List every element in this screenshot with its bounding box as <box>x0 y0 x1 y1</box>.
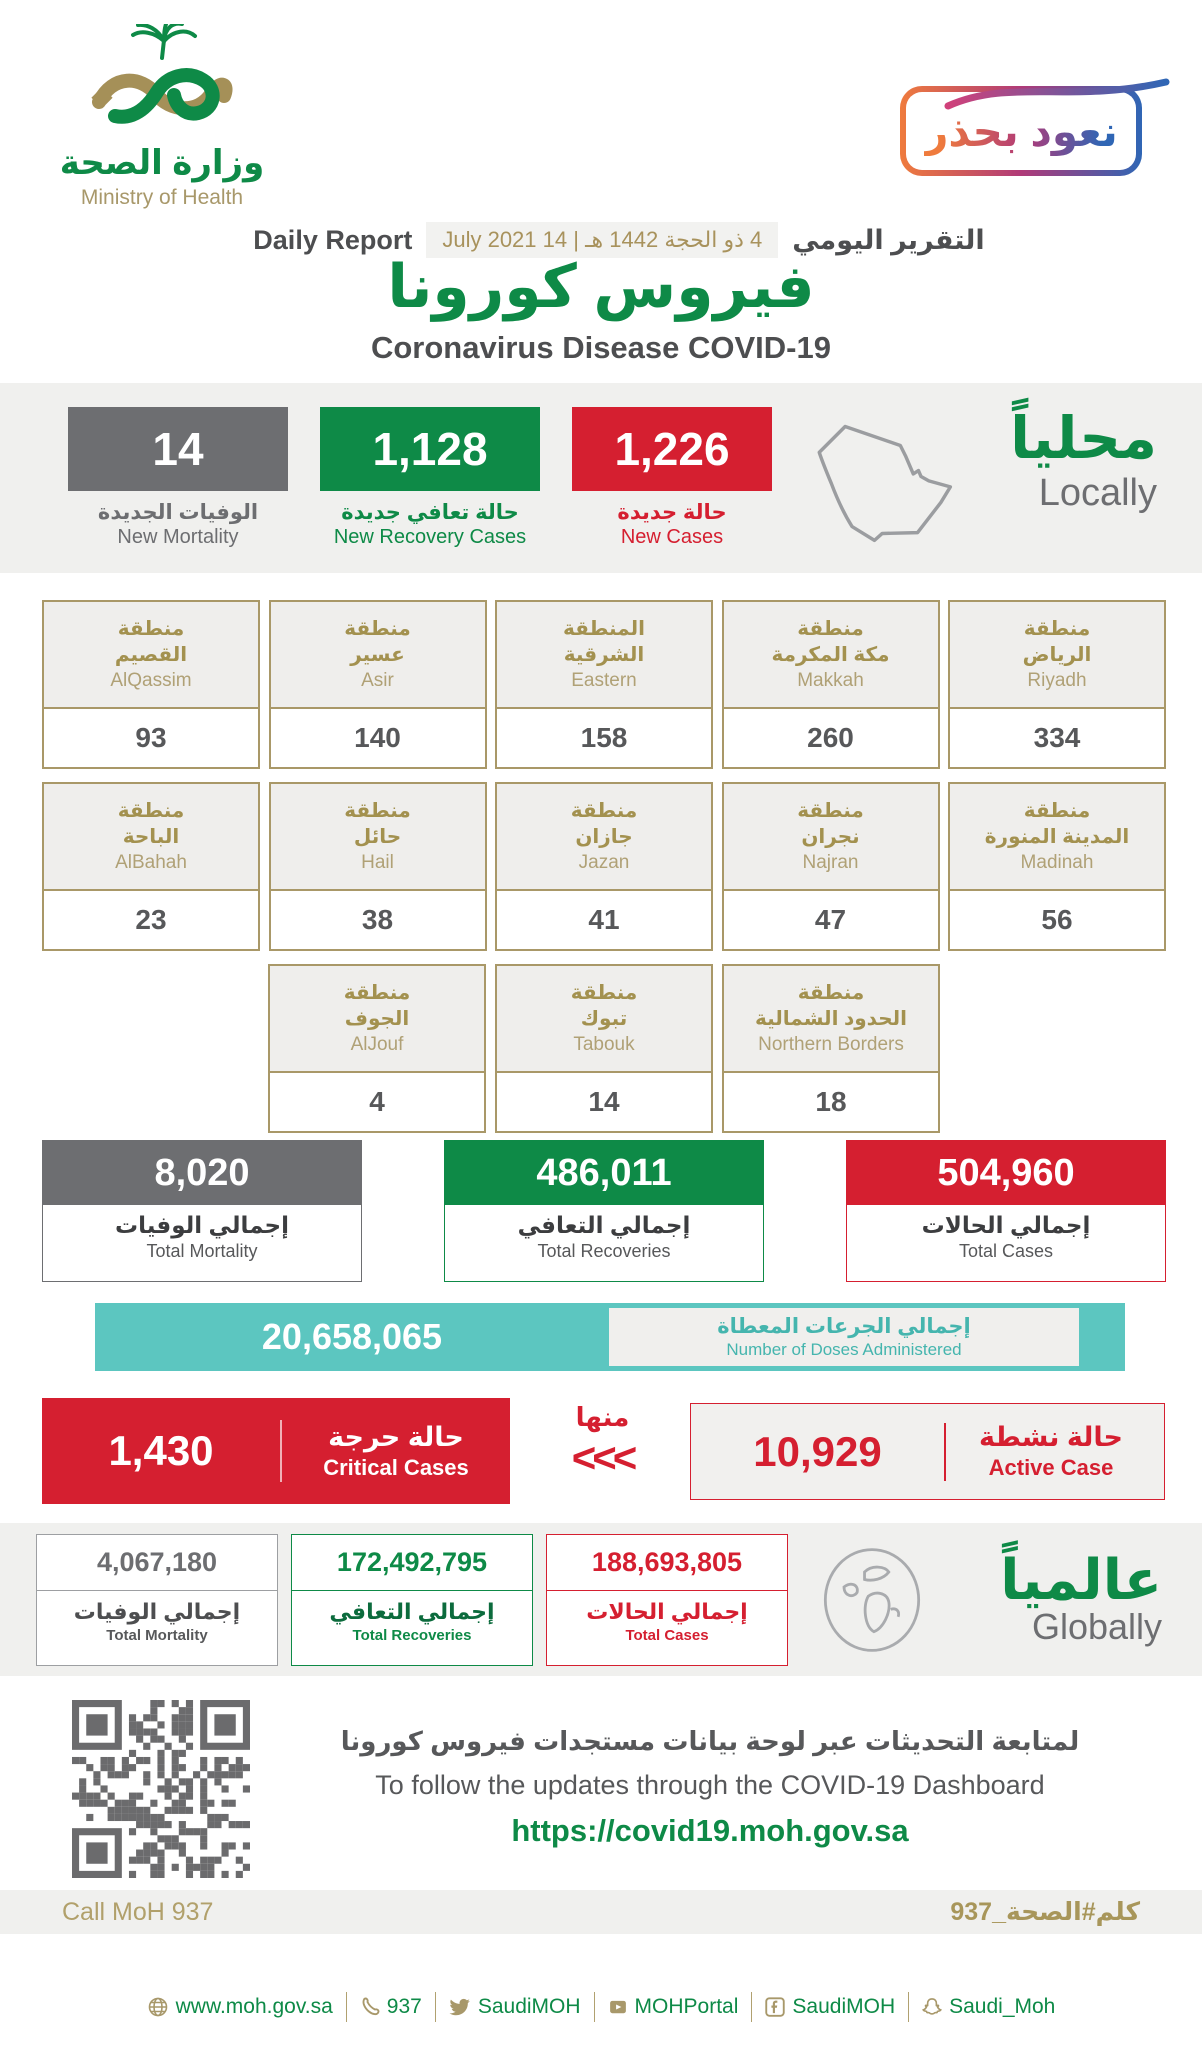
call-moh-hashtag-ar: كلم#الصحة_937 <box>950 1898 1140 1926</box>
region-card-eastern <box>495 600 713 769</box>
page-title-arabic: فيروس كورونا <box>387 253 815 320</box>
new-mortality-label-ar: الوفيات الجديدة <box>97 501 259 524</box>
doses-label-ar: إجمالي الجرعات المعطاة <box>717 1315 971 1338</box>
footer-website-link[interactable] <box>147 1995 333 2019</box>
ministry-name-english: Ministry of Health <box>80 186 244 209</box>
region-en: AlJouf <box>350 1033 404 1055</box>
ministry-name-arabic: وزارة الصحة <box>59 144 265 182</box>
locally-label-en: Locally <box>1038 471 1157 514</box>
global-mortality-value: 4,067,180 <box>37 1535 277 1591</box>
badge-label: نعود بحذر <box>924 107 1118 155</box>
region-en: Tabouk <box>573 1033 635 1055</box>
global-mortality-label-en: Total Mortality <box>106 1626 208 1644</box>
global-recoveries-value: 172,492,795 <box>292 1535 532 1591</box>
region-value: 23 <box>44 889 258 949</box>
footer-snapchat-text: Saudi_Moh <box>949 1995 1056 2018</box>
region-en: Madinah <box>1020 851 1094 873</box>
region-card-hail <box>269 782 487 951</box>
total-recoveries-card <box>444 1140 764 1282</box>
region-value: 56 <box>950 889 1164 949</box>
new-cases-label-en: New Cases <box>620 526 724 548</box>
region-ar-line2: القصيم <box>114 643 188 666</box>
global-cases-label-ar: إجمالي الحالات <box>586 1598 748 1624</box>
footer-separator <box>751 1992 752 2022</box>
dashboard-info <box>270 1726 1150 1849</box>
new-recoveries-stat <box>320 407 540 549</box>
local-totals-row <box>42 1140 1166 1282</box>
region-card-asir <box>269 600 487 769</box>
region-value: 38 <box>271 889 485 949</box>
dashboard-text-ar: لمتابعة التحديثات عبر لوحة بيانات مستجدات فيروس كورونا <box>340 1726 1080 1756</box>
global-recoveries-label-en: Total Recoveries <box>352 1626 472 1644</box>
new-recoveries-label-ar: حالة تعافي جديدة <box>341 501 519 524</box>
region-ar-line1: منطقة <box>343 981 411 1004</box>
region-ar-line1: المنطقة <box>563 617 645 640</box>
region-card-northern-borders <box>722 964 940 1133</box>
region-ar-line2: الرياض <box>1022 643 1092 666</box>
region-row-3 <box>42 964 1166 1133</box>
region-en: Makkah <box>797 669 864 691</box>
total-cases-label-ar: إجمالي الحالات <box>921 1212 1091 1238</box>
region-value: 4 <box>270 1071 484 1131</box>
doses-administered-bar <box>95 1303 1125 1371</box>
of-which-label: منها <box>575 1402 630 1432</box>
region-ar-line1: منطقة <box>797 617 864 640</box>
global-recoveries-label-ar: إجمالي التعافي <box>329 1598 495 1624</box>
region-ar-line1: منطقة <box>797 981 865 1004</box>
region-en: Northern Borders <box>758 1033 904 1055</box>
region-en: AlQassim <box>110 669 192 691</box>
region-ar-line2: نجران <box>801 825 860 848</box>
region-value: 14 <box>497 1071 711 1131</box>
region-ar-line1: منطقة <box>570 799 638 822</box>
region-en: Najran <box>802 851 859 873</box>
region-value: 158 <box>497 707 711 767</box>
region-value: 93 <box>44 707 258 767</box>
twitter-icon <box>449 1997 471 2017</box>
saudi-arabia-map-icon <box>798 411 963 549</box>
region-ar-line1: منطقة <box>344 799 411 822</box>
region-ar-line2: عسير <box>350 643 405 666</box>
region-value: 334 <box>950 707 1164 767</box>
region-card-alqassim <box>42 600 260 769</box>
total-mortality-card <box>42 1140 362 1282</box>
facebook-icon <box>765 1997 785 2017</box>
return-with-caution-badge <box>900 86 1142 176</box>
new-recoveries-label-en: New Recovery Cases <box>333 526 527 548</box>
new-mortality-stat <box>68 407 288 549</box>
youtube-icon <box>608 1998 628 2016</box>
moh-palm-logo-icon <box>77 24 247 136</box>
region-card-makkah <box>722 600 940 769</box>
active-cases-value: 10,929 <box>753 1427 882 1475</box>
footer-website-text: www.moh.gov.sa <box>175 1995 333 2018</box>
moh-logo <box>42 24 282 210</box>
region-row-1 <box>42 600 1166 769</box>
footer-contact-links <box>0 1992 1202 2022</box>
region-ar-line1: منطقة <box>344 617 411 640</box>
region-ar-line1: منطقة <box>1023 799 1091 822</box>
active-cases-box <box>690 1403 1165 1500</box>
total-cases-value: 504,960 <box>847 1141 1165 1205</box>
locally-section-heading <box>963 407 1157 515</box>
footer-snapchat-link[interactable] <box>922 1995 1055 2019</box>
globe-icon <box>147 1996 169 2018</box>
region-ar-line2: تبوك <box>580 1007 628 1030</box>
footer-twitter-link[interactable] <box>449 1995 581 2019</box>
footer-twitter-text: SaudiMOH <box>477 1995 581 2018</box>
critical-active-row <box>0 1398 1202 1508</box>
region-ar-line2: الحدود الشمالية <box>754 1007 908 1030</box>
daily-report-label-en: Daily Report <box>253 224 413 255</box>
new-mortality-value: 14 <box>68 407 288 491</box>
doses-label-en: Number of Doses Administered <box>726 1340 962 1359</box>
call-moh-label-en: Call MoH 937 <box>62 1897 214 1926</box>
footer-separator <box>594 1992 595 2022</box>
new-cases-label-ar: حالة جديدة <box>617 501 727 524</box>
critical-cases-labels <box>282 1422 510 1481</box>
region-value: 140 <box>271 707 485 767</box>
region-card-madinah <box>948 782 1166 951</box>
global-stats-band <box>0 1523 1202 1676</box>
footer-facebook-text: SaudiMOH <box>792 1995 896 2018</box>
region-ar-line2: جازان <box>575 825 633 848</box>
critical-cases-value: 1,430 <box>108 1427 214 1474</box>
region-en: AlBahah <box>115 851 187 873</box>
qr-code <box>72 1700 250 1878</box>
total-cases-card <box>846 1140 1166 1282</box>
footer-facebook-link[interactable] <box>765 1995 895 2019</box>
region-card-aljouf <box>268 964 486 1133</box>
region-card-jazan <box>495 782 713 951</box>
region-ar-line1: منطقة <box>117 799 185 822</box>
region-ar-line1: منطقة <box>570 981 638 1004</box>
global-cases-label-en: Total Cases <box>625 1626 709 1644</box>
call-moh-bar <box>0 1890 1202 1934</box>
region-card-najran <box>722 782 940 951</box>
critical-cases-box <box>42 1398 510 1504</box>
region-ar-line2: الباحة <box>122 825 180 848</box>
footer-phone-link[interactable] <box>360 1995 422 2019</box>
critical-label-en: Critical Cases <box>323 1454 469 1480</box>
region-ar-line1: منطقة <box>797 799 864 822</box>
region-card-albahah <box>42 782 260 951</box>
footer-youtube-text: MOHPortal <box>634 1995 739 2018</box>
total-recoveries-label-ar: إجمالي التعافي <box>517 1212 691 1238</box>
footer-phone-text: 937 <box>386 1995 422 2018</box>
region-ar-line2: المدينة المنورة <box>984 825 1130 848</box>
region-ar-line2: الجوف <box>344 1007 410 1030</box>
new-recoveries-value: 1,128 <box>320 407 540 491</box>
region-card-tabouk <box>495 964 713 1133</box>
globally-section-heading <box>928 1547 1162 1648</box>
report-date: 4 ذو الحجة 1442 هـ | 14 July 2021 <box>426 222 778 258</box>
footer-separator <box>435 1992 436 2022</box>
region-en: Eastern <box>571 669 637 691</box>
region-row-2 <box>42 782 1166 951</box>
chevrons-icon: <<< <box>571 1434 634 1481</box>
critical-label-ar: حالة حرجة <box>328 1421 464 1452</box>
active-cases-labels <box>946 1422 1156 1481</box>
footer-separator <box>346 1992 347 2022</box>
total-recoveries-value: 486,011 <box>445 1141 763 1205</box>
snapchat-icon <box>922 1997 942 2017</box>
region-ar-line2: حائل <box>353 825 402 848</box>
region-en: Riyadh <box>1027 669 1087 691</box>
local-stats-band <box>0 383 1202 573</box>
dashboard-text-en: To follow the updates through the COVID-19 Dashboard <box>375 1770 1045 1800</box>
globally-label-ar: عالمياً <box>1000 1547 1162 1611</box>
footer-youtube-link[interactable] <box>608 1995 739 2019</box>
global-cases-card <box>546 1534 788 1666</box>
total-mortality-value: 8,020 <box>43 1141 361 1205</box>
dashboard-url-link[interactable]: https://covid19.moh.gov.sa <box>511 1813 909 1848</box>
total-mortality-label-en: Total Mortality <box>146 1241 258 1261</box>
phone-icon <box>360 1997 380 2017</box>
new-mortality-label-en: New Mortality <box>117 526 239 548</box>
region-ar-line2: مكة المكرمة <box>771 643 890 666</box>
region-en: Asir <box>361 669 394 691</box>
region-ar-line1: منطقة <box>117 617 185 640</box>
active-label-ar: حالة نشطة <box>979 1422 1123 1452</box>
region-value: 47 <box>724 889 938 949</box>
active-label-en: Active Case <box>988 1455 1114 1480</box>
globe-icon <box>816 1540 928 1660</box>
region-en: Hail <box>361 851 394 873</box>
total-recoveries-label-en: Total Recoveries <box>537 1241 671 1261</box>
global-mortality-card <box>36 1534 278 1666</box>
region-ar-line2: الشرقية <box>563 643 645 666</box>
new-cases-value: 1,226 <box>572 407 772 491</box>
global-cases-value: 188,693,805 <box>547 1535 787 1591</box>
doses-label <box>609 1308 1079 1366</box>
region-en: Jazan <box>578 851 630 873</box>
total-mortality-label-ar: إجمالي الوفيات <box>115 1212 289 1238</box>
region-value: 260 <box>724 707 938 767</box>
new-cases-stat <box>572 407 772 549</box>
locally-label-ar: محلياً <box>1010 406 1157 471</box>
region-cases-grid <box>42 600 1166 1146</box>
global-recoveries-card <box>291 1534 533 1666</box>
globally-label-en: Globally <box>1031 1606 1162 1648</box>
global-mortality-label-ar: إجمالي الوفيات <box>73 1598 241 1624</box>
page-title-english: Coronavirus Disease COVID-19 <box>370 330 831 365</box>
doses-value: 20,658,065 <box>261 1316 443 1357</box>
of-which-connector <box>535 1402 670 1481</box>
region-value: 41 <box>497 889 711 949</box>
daily-report-label-ar: التقرير اليومي <box>792 224 985 255</box>
region-ar-line1: منطقة <box>1023 617 1091 640</box>
total-cases-label-en: Total Cases <box>958 1241 1054 1261</box>
footer-separator <box>908 1992 909 2022</box>
region-value: 18 <box>724 1071 938 1131</box>
region-card-riyadh <box>948 600 1166 769</box>
